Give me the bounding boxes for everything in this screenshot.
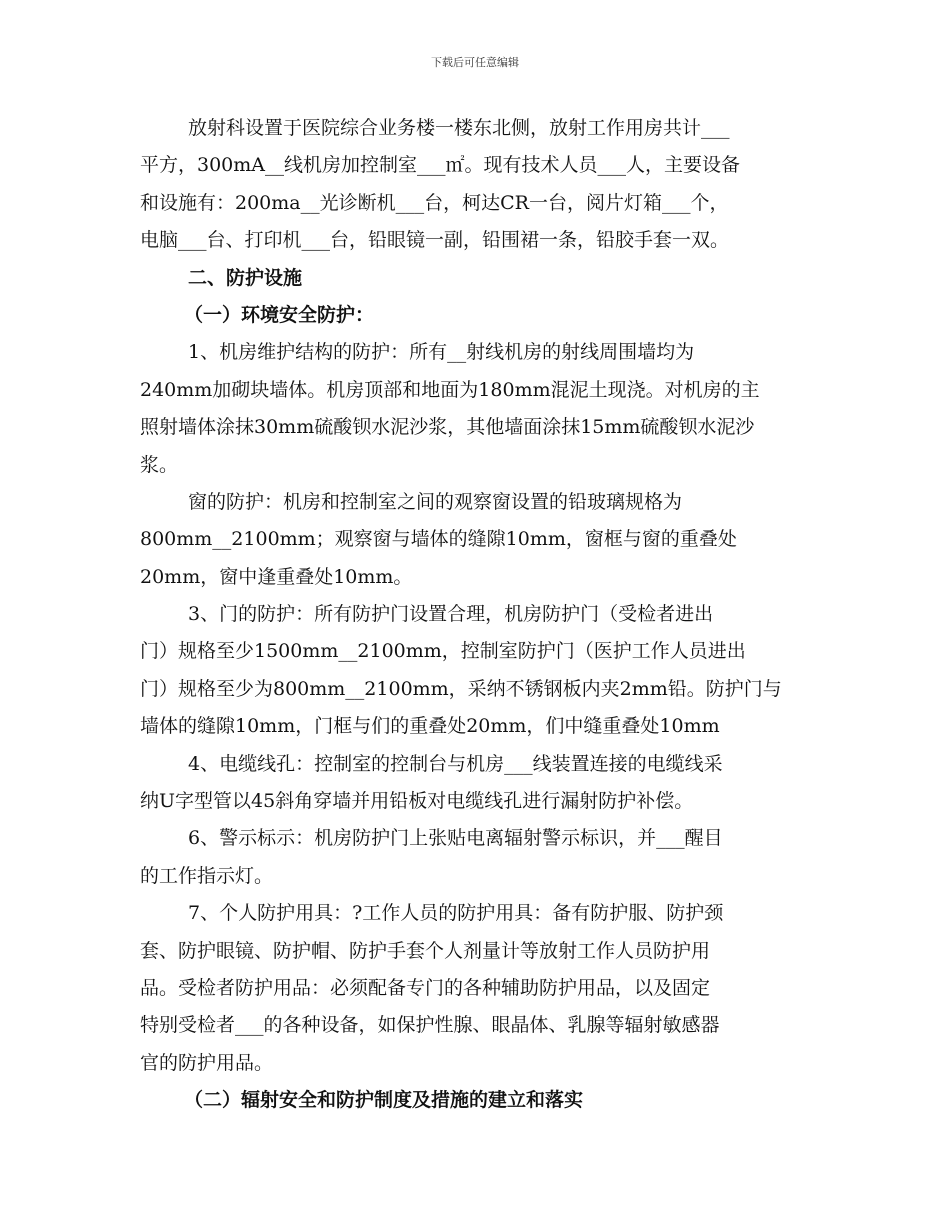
paragraph-line: 电脑___台、打印机___台，铅眼镜一副，铅围裙一条，铅胶手套一双。 (140, 229, 730, 252)
paragraph-line: 和设施有：200ma__光诊断机___台，柯达CR一台，阅片灯箱___个， (140, 191, 729, 214)
paragraph-line: 品。受检者防护用品：必须配备专门的各种辅助防护用品，以及固定 (140, 976, 711, 999)
paragraph-line: 门）规格至少1500mm__2100mm，控制室防护门（医护工作人员进出 (140, 640, 746, 663)
paragraph-line: 套、防护眼镜、防护帽、防护手套个人剂量计等放射工作人员防护用 (140, 939, 711, 962)
paragraph-line: 20mm，窗中逢重叠处10mm。 (140, 565, 413, 588)
paragraph-line: 1、机房维护结构的防护：所有__射线机房的射线周围墙均为 (188, 341, 695, 364)
paragraph-line: 门）规格至少为800mm__2100mm，采纳不锈钢板内夹2mm铅。防护门与 (140, 677, 782, 700)
paragraph-line: 240mm加砌块墙体。机房顶部和地面为180mm混泥土现浇。对机房的主 (140, 378, 760, 401)
paragraph-line: 平方，300mA__线机房加控制室___㎡。现有技术人员___人，主要设备 (140, 154, 741, 177)
paragraph-line: 窗的防护：机房和控制室之间的观察窗设置的铅玻璃规格为 (188, 490, 683, 513)
paragraph-line: 特别受检者___的各种设备，如保护性腺、眼晶体、乳腺等辐射敏感器 (140, 1014, 720, 1037)
paragraph-line: 800mm__2100mm；观察窗与墙体的缝隙10mm，窗框与窗的重叠处 (140, 528, 737, 551)
paragraph-line: 4、电缆线孔：控制室的控制台与机房___线装置连接的电缆线采 (188, 752, 723, 775)
subsection-heading: （一）环境安全防护： (184, 303, 375, 326)
paragraph-line: 照射墙体涂抹30mm硫酸钡水泥沙浆，其他墙面涂抹15mm硫酸钡水泥沙 (140, 416, 755, 439)
paragraph-line: 墙体的缝隙10mm，门框与们的重叠处20mm，们中缝重叠处10mm (140, 715, 720, 738)
paragraph-line: 的工作指示灯。 (140, 864, 274, 887)
subsection-heading: （二）辐射安全和防护制度及措施的建立和落实 (184, 1089, 584, 1112)
paragraph-line: 放射科设置于医院综合业务楼一楼东北侧，放射工作用房共计___ (188, 117, 730, 139)
page-header: 下载后可任意编辑 (431, 56, 519, 69)
paragraph-line: 3、门的防护：所有防护门设置合理，机房防护门（受检者进出 (188, 603, 714, 626)
section-heading: 二、防护设施 (188, 266, 303, 289)
document-body (140, 110, 810, 1120)
paragraph-line: 纳U字型管以45斜角穿墙并用铅板对电缆线孔进行漏射防护补偿。 (140, 790, 694, 813)
paragraph-line: 6、警示标示：机房防护门上张贴电离辐射警示标识，并___醒目 (188, 827, 723, 850)
paragraph-line: 官的防护用品。 (140, 1051, 274, 1074)
paragraph-line: 7、个人防护用具：?工作人员的防护用具：备有防护服、防护颈 (188, 902, 724, 925)
paragraph-line: 浆。 (140, 453, 179, 476)
